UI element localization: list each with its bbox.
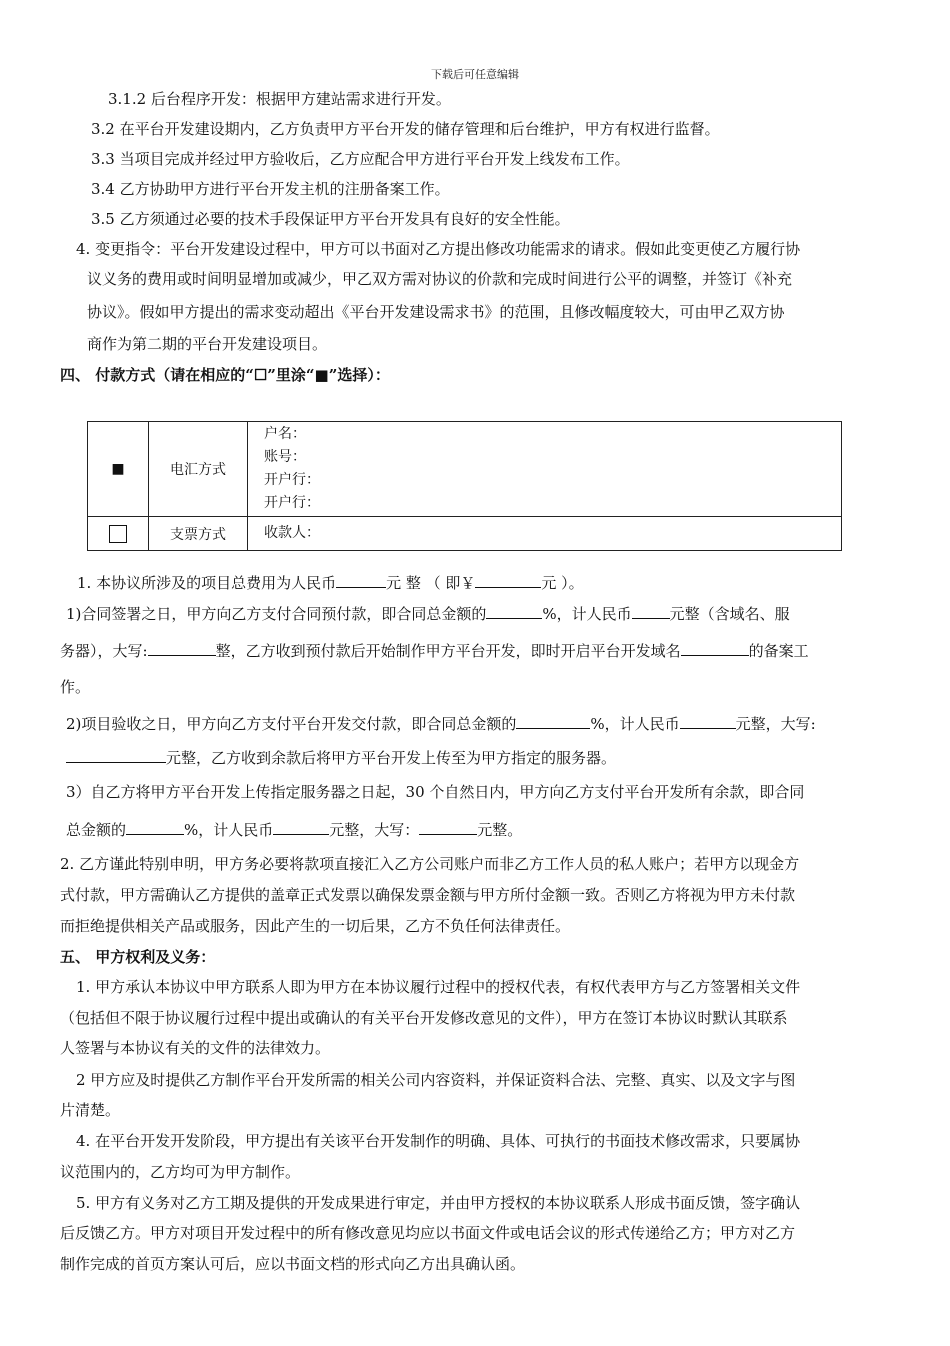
p3-text-e: 元整。 xyxy=(477,821,523,839)
term-1-text-b: 元 整 （ 即￥ xyxy=(386,574,476,592)
account-name-field: 户名： xyxy=(264,426,306,442)
p3-text-c: %，计人民币 xyxy=(184,821,274,839)
table-row xyxy=(88,517,842,551)
p2-text-c: 元整，大写: xyxy=(735,715,816,733)
obligation-1-line-3: 人签署与本协议有关的文件的法律效力。 xyxy=(60,1039,331,1057)
clause-4-line-4: 商作为第二期的平台开发建设项目。 xyxy=(87,335,328,353)
filled-square-mark: ■ xyxy=(111,461,125,477)
clause-3-2: 3.2 在平台开发建设期内，乙方负责甲方平台开发的储存管理和后台维护，甲方有权进行监督。 xyxy=(91,120,720,138)
section-4-title: 四、 付款方式（请在相应的“☐”里涂“■”选择）： xyxy=(60,366,390,384)
payment-method-table xyxy=(87,421,842,551)
p2-text-d: 元整，乙方收到余款后将甲方平台开发上传至为甲方指定的服务器。 xyxy=(166,749,617,767)
blank-delivery-percent[interactable] xyxy=(516,712,590,729)
payee-field: 收款人： xyxy=(248,517,842,551)
p1-text-e: 整，乙方收到预付款后开始制作甲方平台开发，即时开启平台开发域名 xyxy=(215,642,681,660)
clause-3-4: 3.4 乙方协助甲方进行平台开发主机的注册备案工作。 xyxy=(91,180,450,198)
payment-1-line-2 xyxy=(60,639,809,662)
obligation-2-line-1: 2 甲方应及时提供乙方制作平台开发所需的相关公司内容资料，并保证资料合法、完整、真实、以及文字与图 xyxy=(76,1071,796,1089)
obligation-5-line-3: 制作完成的首页方案认可后，应以书面文档的形式向乙方出具确认函。 xyxy=(60,1255,526,1273)
p2-text-a: 2)项目验收之日，甲方向乙方支付平台开发交付款，即合同总金额的 xyxy=(66,715,517,733)
p2-text-b: %，计人民币 xyxy=(590,715,680,733)
payment-3-line-1: 3）自乙方将甲方平台开发上传指定服务器之日起，30 个自然日内，甲方向乙方支付平台开发所有余款，即合同 xyxy=(66,783,805,801)
term-2-line-3: 而拒绝提供相关产品或服务，因此产生的一切后果，乙方不负任何法律责任。 xyxy=(60,917,571,935)
p1-text-b: %，计人民币 xyxy=(542,605,632,623)
cheque-checkbox[interactable] xyxy=(88,517,149,551)
clause-3-3: 3.3 当项目完成并经过甲方验收后，乙方应配合甲方进行平台开发上线发布工作。 xyxy=(91,150,630,168)
account-number-field: 账号： xyxy=(264,449,306,465)
cheque-label: 支票方式 xyxy=(149,517,248,551)
table-row xyxy=(88,422,842,517)
bank-field-2: 开户行： xyxy=(264,495,320,511)
term-1-text-c: 元 ）。 xyxy=(541,574,584,592)
obligation-5-line-2: 后反馈乙方。甲方对项目开发过程中的所有修改意见均应以书面文件或电话会议的形式传递给乙方；甲方对乙方 xyxy=(60,1224,796,1242)
obligation-5-line-1: 5. 甲方有义务对乙方工期及提供的开发成果进行审定，并由甲方授权的本协议联系人形成书面反馈，签字确认 xyxy=(76,1194,801,1212)
blank-balance-words[interactable] xyxy=(419,818,477,835)
term-1-text-a: 1. 本协议所涉及的项目总费用为人民币 xyxy=(77,574,337,592)
wire-transfer-label: 电汇方式 xyxy=(149,422,248,517)
payment-3-line-2 xyxy=(66,818,522,841)
term-2-line-1: 2. 乙方谨此特别申明，甲方务必要将款项直接汇入乙方公司账户而非乙方工作人员的私人账户；若甲方以现金方 xyxy=(60,855,800,873)
blank-total-yen[interactable] xyxy=(475,571,541,588)
blank-balance-amount[interactable] xyxy=(273,818,329,835)
obligation-1-line-2: （包括但不限于协议履行过程中提出或确认的有关平台开发修改意见的文件），甲方在签订本协议时默认其联系 xyxy=(60,1009,788,1027)
p3-text-b: 总金额的 xyxy=(66,821,127,839)
p1-text-c: 元整（含域名、服 xyxy=(669,605,790,623)
clause-3-1-2: 3.1.2 后台程序开发：根据甲方建站需求进行开发。 xyxy=(108,90,451,108)
blank-delivery-words[interactable] xyxy=(66,746,166,763)
payment-1-line-3: 作。 xyxy=(60,678,91,696)
clause-4-line-2: 议义务的费用或时间明显增加或减少，甲乙双方需对协议的价款和完成时间进行公平的调整，并签订《补充 xyxy=(87,270,793,288)
p1-text-d: 务器），大写: xyxy=(60,642,148,660)
p1-text-f: 的备案工 xyxy=(748,642,809,660)
obligation-2-line-2: 片清楚。 xyxy=(60,1101,121,1119)
blank-prepay-percent[interactable] xyxy=(486,602,542,619)
header-note: 下载后可任意编辑 xyxy=(431,68,519,81)
blank-balance-percent[interactable] xyxy=(126,818,184,835)
term-1 xyxy=(77,571,584,594)
clause-3-5: 3.5 乙方须通过必要的技术手段保证甲方平台开发具有良好的安全性能。 xyxy=(91,210,570,228)
obligation-4-line-2: 议范围内的，乙方均可为甲方制作。 xyxy=(60,1163,301,1181)
payment-1-line-1 xyxy=(66,602,790,625)
clause-4-line-1: 4. 变更指令：平台开发建设过程中，甲方可以书面对乙方提出修改功能需求的请求。假如此变更使乙方履行协 xyxy=(76,240,801,258)
blank-prepay-words[interactable] xyxy=(148,639,216,656)
blank-total-rmb[interactable] xyxy=(336,571,386,588)
empty-checkbox-icon xyxy=(109,525,127,543)
bank-field: 开户行： xyxy=(264,472,320,488)
obligation-1-line-1: 1. 甲方承认本协议中甲方联系人即为甲方在本协议履行过程中的授权代表，有权代表甲方与乙方签署相关文件 xyxy=(76,978,801,996)
clause-4-line-3: 协议》。假如甲方提出的需求变动超出《平台开发建设需求书》的范围，且修改幅度较大，可由甲乙双方协 xyxy=(87,303,785,321)
obligation-4-line-1: 4. 在平台开发开发阶段，甲方提出有关该平台开发制作的明确、具体、可执行的书面技术修改需求，只要属协 xyxy=(76,1132,801,1150)
blank-domain[interactable] xyxy=(681,639,749,656)
p1-text-a: 1)合同签署之日，甲方向乙方支付合同预付款，即合同总金额的 xyxy=(66,605,487,623)
p3-text-d: 元整，大写： xyxy=(329,821,420,839)
wire-transfer-fields xyxy=(248,422,842,517)
payment-2-line-1 xyxy=(66,712,816,735)
blank-delivery-amount[interactable] xyxy=(680,712,736,729)
wire-transfer-checkbox[interactable] xyxy=(88,422,149,517)
payment-2-line-2 xyxy=(66,746,616,769)
blank-prepay-amount[interactable] xyxy=(632,602,670,619)
term-2-line-2: 式付款，甲方需确认乙方提供的盖章正式发票以确保发票金额与甲方所付金额一致。否则乙方将视为甲方未付款 xyxy=(60,886,796,904)
section-5-title: 五、 甲方权利及义务： xyxy=(60,948,216,966)
